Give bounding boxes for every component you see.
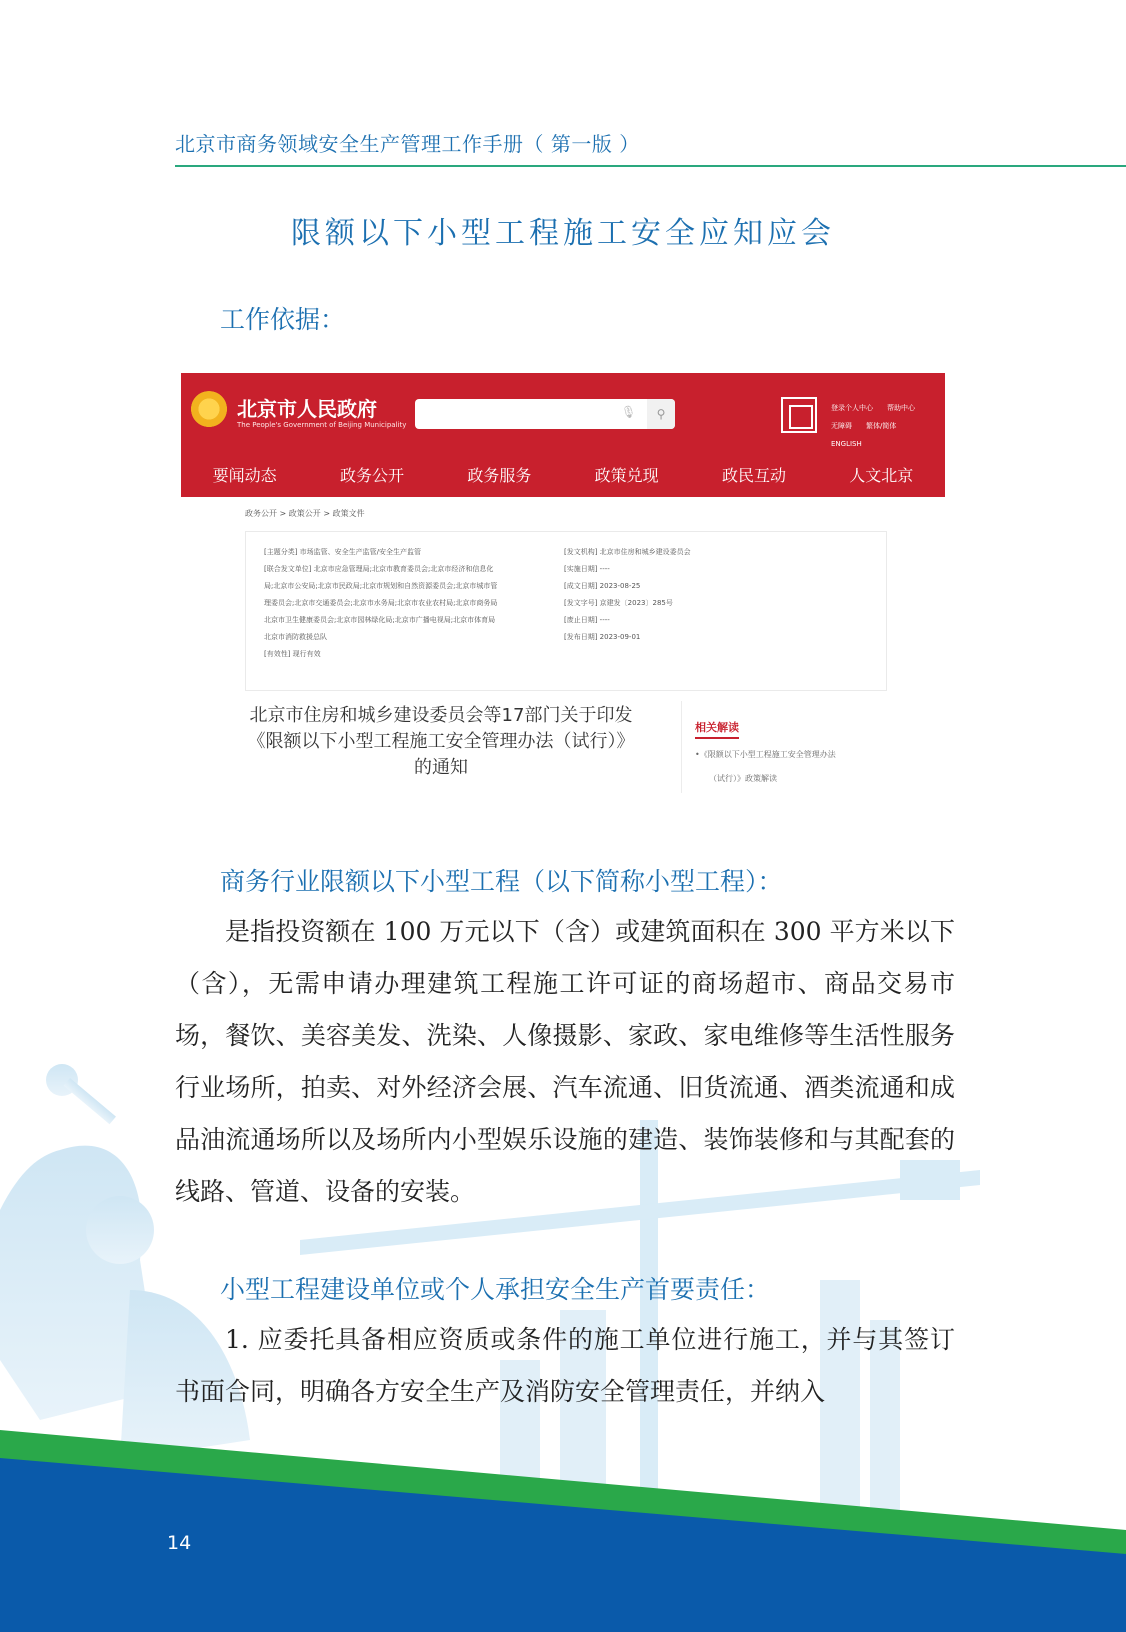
- document-meta-box: [245, 531, 887, 691]
- document-title: [241, 703, 641, 781]
- login-link[interactable]: 登录个人中心: [831, 404, 873, 412]
- nav-news[interactable]: 要闻动态: [212, 466, 277, 485]
- meta-line: [主题分类] 市场监管、安全生产监管/安全生产监管: [264, 548, 422, 556]
- nav-policy[interactable]: 政策兑现: [594, 466, 659, 485]
- page-number: 14: [167, 1532, 192, 1554]
- search-icon[interactable]: ⚲: [647, 399, 675, 429]
- document-title-line: 北京市住房和城乡建设委员会等17部门关于印发: [249, 705, 633, 726]
- meta-line: [发文字号] 京建发〔2023〕285号: [564, 599, 673, 607]
- meta-line: [发文机构] 北京市住房和城乡建设委员会: [564, 548, 691, 556]
- related-link[interactable]: [695, 743, 895, 791]
- meta-line: 北京市卫生健康委员会;北京市园林绿化局;北京市广播电视局;北京市体育局: [264, 616, 496, 624]
- meta-line: [有效性] 现行有效: [264, 650, 321, 658]
- definition-heading: 商务行业限额以下小型工程（以下简称小型工程）：: [220, 867, 783, 896]
- responsibility-heading: 小型工程建设单位或个人承担安全生产首要责任：: [220, 1275, 771, 1304]
- related-heading: 相关解读: [695, 719, 739, 739]
- microphone-icon[interactable]: 🎙: [621, 405, 637, 419]
- header-divider: [175, 165, 1126, 167]
- english-link[interactable]: ENGLISH: [831, 440, 862, 448]
- meta-line: [发布日期] 2023-09-01: [564, 633, 641, 641]
- related-divider: [681, 701, 682, 793]
- document-title-line: 的通知: [414, 757, 468, 778]
- meta-line: [废止日期] ----: [564, 616, 610, 624]
- site-nav: [181, 452, 945, 497]
- related-link-line[interactable]: （试行）》政策解读: [709, 774, 777, 783]
- page-title: 限额以下小型工程施工安全应知应会: [291, 216, 835, 251]
- nav-culture[interactable]: 人文北京: [849, 466, 914, 485]
- nav-interaction[interactable]: 政民互动: [721, 466, 786, 485]
- document-title-line: 《限额以下小型工程施工安全管理办法（试行）》: [247, 731, 635, 752]
- basis-heading: 工作依据：: [220, 305, 346, 334]
- traditional-chinese-link[interactable]: 繁体/简体: [866, 422, 897, 430]
- meta-line: [实施日期] ----: [564, 565, 610, 573]
- site-header: [181, 373, 945, 497]
- accessibility-link[interactable]: 无障碍: [831, 422, 852, 430]
- site-logo-text: 北京市人民政府: [237, 397, 377, 421]
- manual-header-title: 北京市商务领域安全生产管理工作手册（ 第一版 ）: [175, 132, 640, 156]
- meta-line: 理委员会;北京市交通委员会;北京市水务局;北京市农业农村局;北京市商务局: [264, 599, 498, 607]
- definition-text: 是指投资额在 100 万元以下（含）或建筑面积在 300 平方米以下（含），无需申请办理建筑工程施工许可证的商场超市、商品交易市场，餐饮、美容美发、洗染、人像摄影、家政、家电维修等生活性服务行业场所，拍卖、对外经济会展、汽车流通、旧货流通、酒类流通和成品油流通场所以及场所内小型娱乐设施的建造、装饰装修和与其配套的线路、管道、设备的安装。: [175, 917, 955, 1206]
- qr-code-icon[interactable]: [781, 397, 817, 433]
- meta-line: 北京市消防救援总队: [264, 633, 327, 641]
- meta-line: [成文日期] 2023-08-25: [564, 582, 641, 590]
- definition-paragraph: [175, 906, 955, 1218]
- related-link-line[interactable]: •《限额以下小型工程施工安全管理办法: [695, 750, 836, 759]
- meta-line: [联合发文单位] 北京市应急管理局;北京市教育委员会;北京市经济和信息化: [264, 565, 494, 573]
- breadcrumb[interactable]: 政务公开 > 政策公开 > 政策文件: [245, 509, 365, 518]
- meta-right-column: [564, 544, 691, 646]
- nav-services[interactable]: 政务服务: [467, 466, 532, 485]
- help-link[interactable]: 帮助中心: [887, 404, 915, 412]
- nav-gov-open[interactable]: 政务公开: [339, 466, 404, 485]
- meta-line: 局;北京市公安局;北京市民政局;北京市规划和自然资源委员会;北京市城市管: [264, 582, 498, 590]
- responsibility-paragraph: [175, 1314, 955, 1418]
- meta-left-column: [264, 544, 497, 663]
- site-logo-subtitle: The People's Government of Beijing Municipality: [237, 421, 407, 429]
- gov-website-screenshot: [181, 373, 945, 793]
- national-emblem-icon: [189, 391, 229, 431]
- responsibility-text: 1. 应委托具备相应资质或条件的施工单位进行施工，并与其签订书面合同，明确各方安全生产及消防安全管理责任，并纳入: [175, 1325, 955, 1406]
- site-top-links: [831, 399, 945, 453]
